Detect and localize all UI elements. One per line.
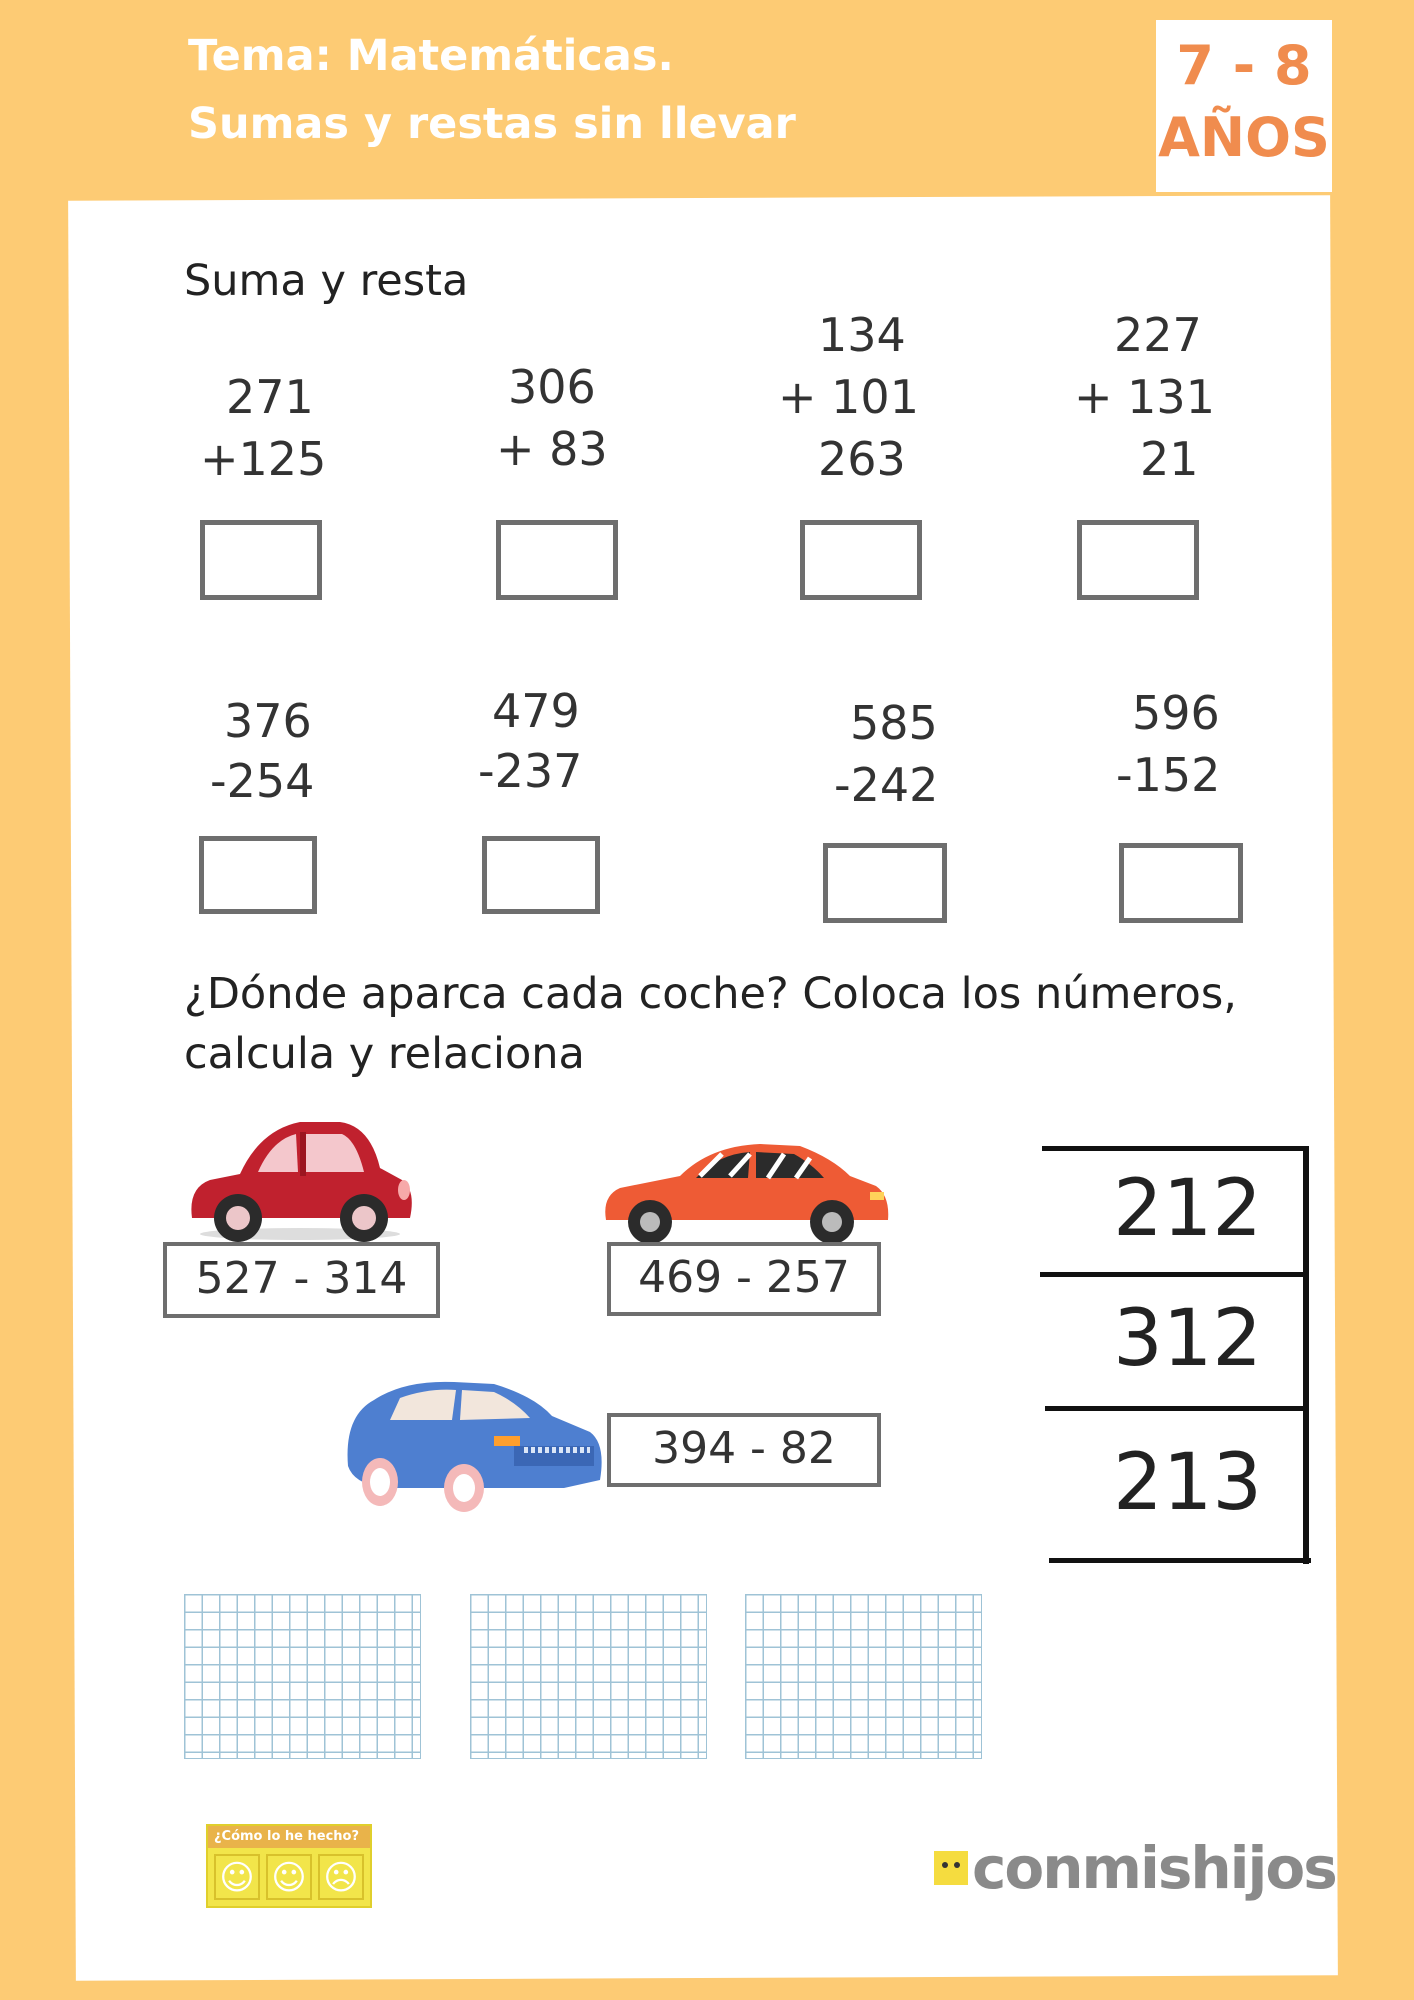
brand-logo [934, 1834, 1336, 1902]
problem-6-top: 479 [492, 684, 580, 738]
problem-8-bottom: -152 [1116, 748, 1221, 802]
answer-box-3[interactable] [800, 520, 922, 600]
parking-line-3 [1045, 1406, 1307, 1411]
problem-3-line3: 263 [818, 432, 906, 486]
answer-box-7[interactable] [823, 843, 947, 923]
title-line-2: Sumas y restas sin llevar [188, 99, 796, 149]
page-title [188, 22, 796, 158]
age-unit: AÑOS [1158, 106, 1330, 169]
red-car-illustration [180, 1108, 420, 1244]
problem-2-bottom: + 83 [496, 422, 608, 476]
section-title-sum-subtract: Suma y resta [184, 256, 469, 306]
problem-1-top: 271 [226, 370, 314, 424]
blue-suv-illustration [344, 1376, 606, 1512]
problem-5-bottom: -254 [210, 754, 315, 808]
rating-faces [208, 1848, 370, 1906]
problem-8-top: 596 [1132, 686, 1220, 740]
answer-box-4[interactable] [1077, 520, 1199, 600]
sad-face-icon[interactable]: ☹ [318, 1854, 364, 1900]
neutral-face-icon[interactable]: ☺ [266, 1854, 312, 1900]
scratch-grid-3[interactable] [745, 1594, 982, 1759]
parking-spot-2: 312 [1113, 1294, 1262, 1384]
problem-3-line1: 134 [818, 308, 906, 362]
parking-spot-3: 213 [1113, 1438, 1262, 1528]
self-assessment-title: ¿Cómo lo he hecho? [208, 1826, 370, 1848]
scratch-grid-1[interactable] [184, 1594, 421, 1759]
parking-line-bottom [1049, 1558, 1311, 1563]
problem-4-line1: 227 [1114, 308, 1202, 362]
parking-back-wall [1303, 1146, 1309, 1564]
happy-face-icon[interactable]: ☺ [214, 1854, 260, 1900]
problem-3-line2: + 101 [778, 370, 919, 424]
logo-wordmark: conmishijos [972, 1834, 1336, 1902]
self-assessment-panel [206, 1824, 372, 1908]
problem-4-line3: 21 [1140, 432, 1199, 486]
parking-line-2 [1040, 1272, 1304, 1277]
section-title-parking [184, 964, 1237, 1084]
orange-car-illustration [600, 1136, 890, 1248]
scratch-grid-2[interactable] [470, 1594, 707, 1759]
parking-instructions-line-2: calcula y relaciona [184, 1029, 585, 1079]
age-range: 7 - 8 [1176, 34, 1312, 97]
answer-box-6[interactable] [482, 836, 600, 914]
answer-box-2[interactable] [496, 520, 618, 600]
car-expression-2: 469 - 257 [607, 1242, 881, 1316]
problem-4-line2: + 131 [1074, 370, 1215, 424]
problem-7-bottom: -242 [834, 758, 939, 812]
age-badge [1156, 20, 1332, 192]
parking-line-top [1042, 1146, 1304, 1151]
car-expression-1: 527 - 314 [163, 1242, 440, 1318]
parking-spot-1: 212 [1113, 1164, 1262, 1254]
title-line-1: Tema: Matemáticas. [188, 31, 674, 81]
answer-box-8[interactable] [1119, 843, 1243, 923]
problem-7-top: 585 [850, 696, 938, 750]
problem-6-bottom: -237 [478, 744, 583, 798]
problem-1-bottom: +125 [200, 432, 327, 486]
answer-box-1[interactable] [200, 520, 322, 600]
problem-2-top: 306 [508, 360, 596, 414]
logo-mark-icon [934, 1851, 968, 1885]
problem-5-top: 376 [224, 694, 312, 748]
parking-instructions-line-1: ¿Dónde aparca cada coche? Coloca los números, [184, 969, 1237, 1019]
answer-box-5[interactable] [199, 836, 317, 914]
car-expression-3: 394 - 82 [607, 1413, 881, 1487]
